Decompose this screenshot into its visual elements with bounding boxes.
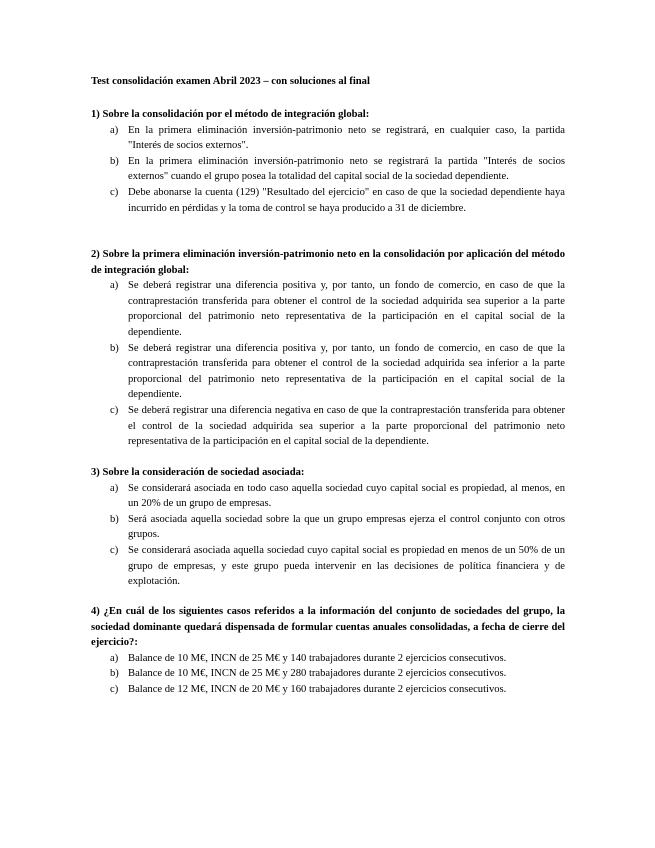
option-letter: b) [110,513,119,525]
option-text: Debe abonarse la cuenta (129) "Resultado del ejercicio" en caso de que la sociedad dependiente haya incurrido en pérdidas y la toma de control se haya producido a 31 de diciembre. [128,186,565,214]
option-text: Se considerará asociada aquella sociedad cuyo capital social es propiedad en menos de un 50% de un grupo de empresas, y este grupo pueda intervenir en las decisiones de política financiera y de explotación. [128,544,565,588]
option-b [91,341,565,403]
option-letter: c) [110,186,119,198]
question-2 [91,247,565,450]
document-title: Test consolidación examen Abril 2023 – con soluciones al final [91,76,370,87]
option-text: Será asociada aquella sociedad sobre la que un grupo empresas ejerza el control conjunto con otros grupos. [128,513,565,541]
option-c [91,682,565,698]
option-text: Balance de 10 M€, INCN de 25 M€ y 280 trabajadores durante 2 ejercicios consecutivos. [128,668,507,680]
question-1 [91,107,565,216]
option-c [91,403,565,450]
question-3 [91,465,565,590]
option-text: En la primera eliminación inversión-patrimonio neto se registrará la partida "Interés de socios externos" cuando el grupo posea la totalidad del capital social de la sociedad dependiente. [128,155,565,183]
question-text: 4) ¿En cuál de los siguientes casos referidos a la información del conjunto de sociedades del grupo, la sociedad dominante quedará dispensada de formular cuentas anuales consolidadas, a fecha de cierre del ejercicio?: [91,606,565,649]
option-text: Se deberá registrar una diferencia positiva y, por tanto, un fondo de comercio, en caso de que la contraprestación transferida para obtener el control de la sociedad adquirida sea superior a la parte proporcional del patrimonio neto representativa de la participación en el capital social de la dependiente. [128,280,565,338]
options-list [91,481,565,590]
option-letter: a) [110,482,119,494]
question-text: 1) Sobre la consolidación por el método de integración global: [91,109,370,120]
option-a [91,651,565,667]
question-text: 2) Sobre la primera eliminación inversión-patrimonio neto en la consolidación por aplicación del método de integración global: [91,249,565,276]
option-letter: b) [110,342,119,354]
options-list [91,651,565,698]
option-a [91,278,565,340]
option-b [91,666,565,682]
option-text: Balance de 12 M€, INCN de 20 M€ y 160 trabajadores durante 2 ejercicios consecutivos. [128,683,507,695]
option-text: Se deberá registrar una diferencia negativa en caso de que la contraprestación transferida para obtener el control de la sociedad adquirida sea superior a la parte proporcional del patrimonio neto representativa de la participación en el capital social de la dependiente. [128,404,565,448]
option-letter: c) [110,683,119,695]
option-a [91,123,565,154]
option-letter: a) [110,280,119,292]
option-letter: b) [110,668,119,680]
option-letter: c) [110,404,119,416]
option-b [91,154,565,185]
option-letter: c) [110,544,119,556]
option-c [91,185,565,216]
option-text: Se considerará asociada en todo caso aquella sociedad cuyo capital social es propiedad, al menos, en un 20% de un grupo de empresas. [128,482,565,510]
option-letter: b) [110,155,119,167]
option-c [91,543,565,590]
option-letter: a) [110,124,119,136]
question-4 [91,604,565,698]
question-text: 3) Sobre la consideración de sociedad asociada: [91,467,305,478]
option-a [91,481,565,512]
option-letter: a) [110,652,119,664]
options-list [91,278,565,450]
option-text: En la primera eliminación inversión-patrimonio neto se registrará, en cualquier caso, la partida "Interés de socios externos". [128,124,565,152]
options-list [91,123,565,217]
option-text: Balance de 10 M€, INCN de 25 M€ y 140 trabajadores durante 2 ejercicios consecutivos. [128,652,507,664]
option-b [91,512,565,543]
option-text: Se deberá registrar una diferencia positiva y, por tanto, un fondo de comercio, en caso de que la contraprestación transferida para obtener el control de la sociedad adquirida sea inferior a la parte proporcional del patrimonio neto representativa de la participación en el capital social de la dependiente. [128,342,565,401]
